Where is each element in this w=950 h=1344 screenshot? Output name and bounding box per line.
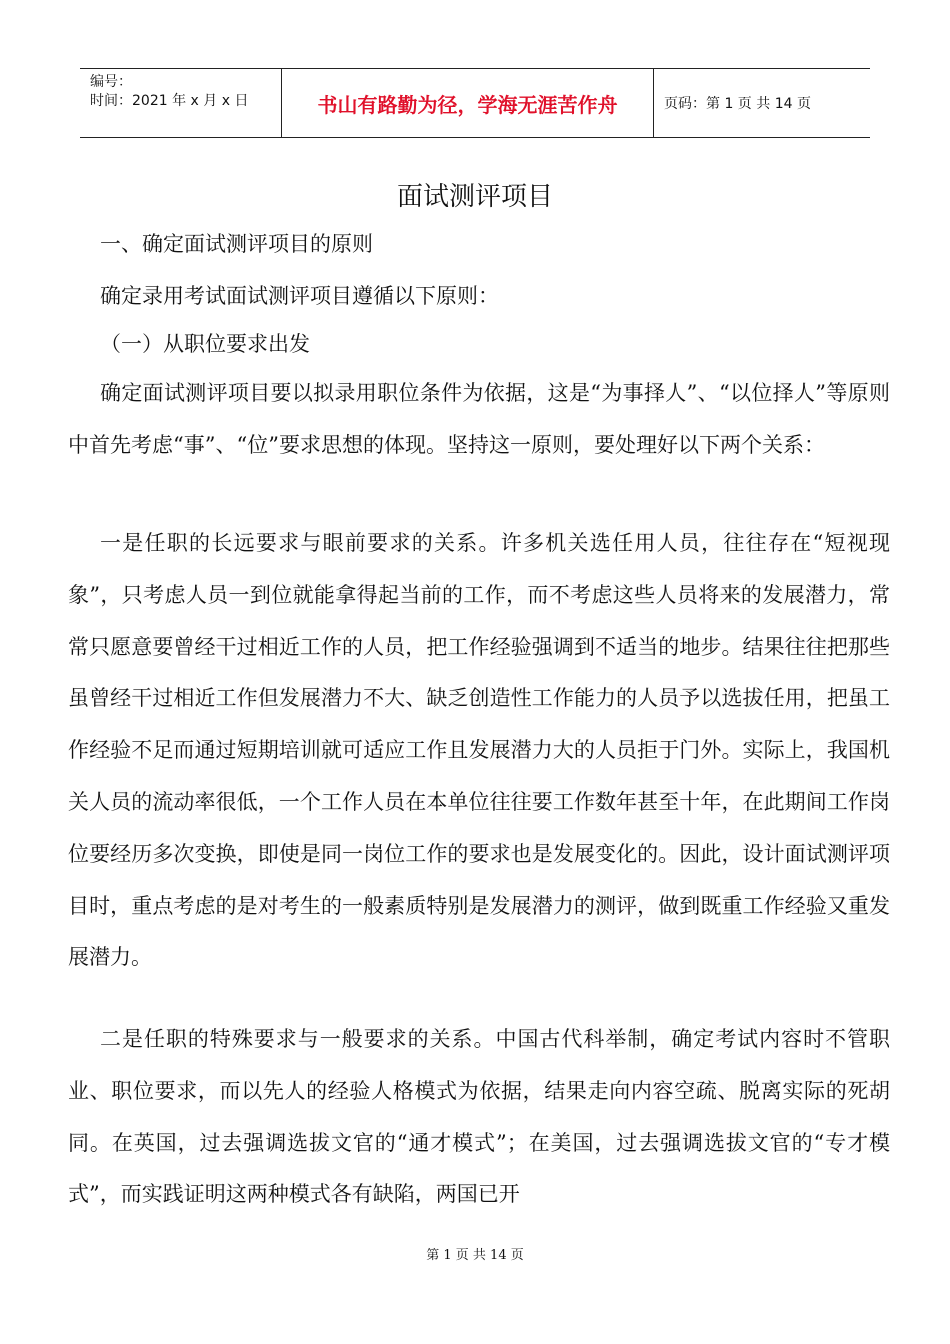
document-title: 面试测评项目 <box>396 182 553 212</box>
page-footer: 第 1 页 共 14 页 <box>426 1248 524 1263</box>
header-meta <box>80 69 282 137</box>
header-page-label: 页码：第 1 页 共 14 页 <box>664 96 811 112</box>
intro-paragraph: 确定录用考试面试测评项目遵循以下原则： <box>100 284 499 308</box>
paragraph: 确定面试测评项目要以拟录用职位条件为依据，这是“为事择人”、“以位择人”等原则中首先考虑“事”、“位”要求思想的体现。坚持这一原则，要处理好以下两个关系： <box>68 381 890 457</box>
document-number-label: 编号： <box>90 74 132 90</box>
page-header <box>80 68 870 138</box>
subsection-heading: （一）从职位要求出发 <box>100 332 310 356</box>
section-heading: 一、确定面试测评项目的原则 <box>100 232 373 256</box>
paragraph: 二是任职的特殊要求与一般要求的关系。中国古代科举制，确定考试内容时不管职业、职位要求，而以先人的经验人格模式为依据，结果走向内容空疏、脱离实际的死胡同。在英国，过去强调选拔文官的“通才模式”；在美国，过去强调选拔文官的“专才模式”，而实践证明这两种模式各有缺陷，两国已开 <box>68 1027 890 1207</box>
header-motto: 书山有路勤为径，学海无涯苦作舟 <box>282 69 654 137</box>
document-date-label: 时间：2021 年 x 月 x 日 <box>90 93 249 109</box>
paragraph: 一是任职的长远要求与眼前要求的关系。许多机关选任用人员，往往存在“短视现象”，只考虑人员一到位就能拿得起当前的工作，而不考虑这些人员将来的发展潜力，常常只愿意要曾经干过相近工作的人员，把工作经验强调到不适当的地步。结果往往把那些虽曾经干过相近工作但发展潜力不大、缺乏创造性工作能力的人员予以选拔任用，把虽工作经验不足而通过短期培训就可适应工作且发展潜力大的人员拒于门外。实际上，我国机关人员的流动率很低，一个工作人员在本单位往往要工作数年甚至十年，在此期间工作岗位要经历多次变换，即使是同一岗位工作的要求也是发展变化的。因此，设计面试测评项目时，重点考虑的是对考生的一般素质特别是发展潜力的测评，做到既重工作经验又重发展潜力。 <box>68 531 890 970</box>
